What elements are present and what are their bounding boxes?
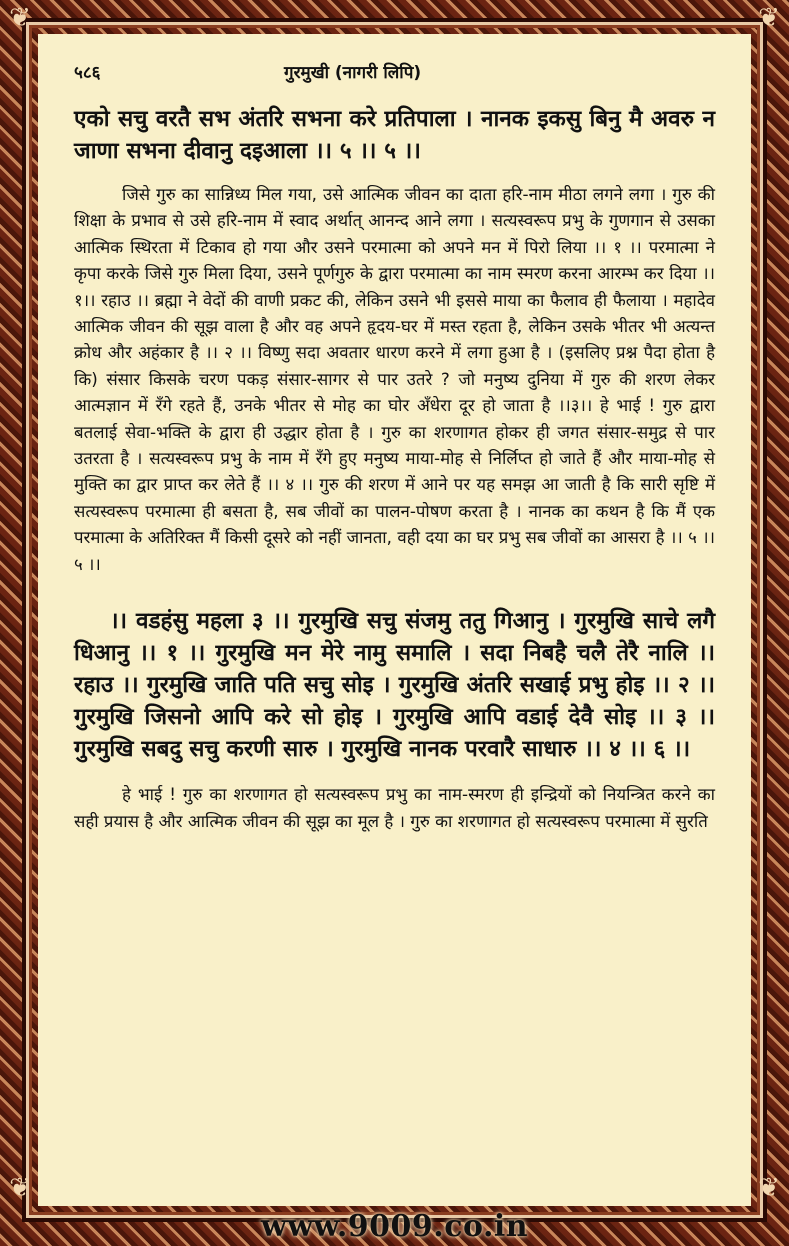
corner-ornament-icon: ❦ [9,1173,31,1203]
corner-ornament-icon: ❦ [758,3,780,33]
book-page [38,34,751,1206]
running-title: गुरमुखी (नागरी लिपि) [284,63,422,83]
corner-ornament-icon: ❦ [9,3,31,33]
website-url: www.9009.co.in [260,1208,529,1244]
page-number: ५८६ [74,63,101,83]
verse-gurmukhi-2: ।। वडहंसु महला ३ ।। गुरमुखि सचु संजमु ततु गिआनु । गुरमुखि साचे लगै धिआनु ।। १ ।। गुरमुखि मन मेरे नामु समालि । सदा निबहै चलै तेरै नालि ।। रहाउ ।। गुरमुखि जाति पति सचु सोइ । गुरमुखि अंतरि सखाई प्रभु होइ ।। २ ।। गुरमुखि जिसनो आपि करे सो होइ । गुरमुखि आपि वडाई देवै सोइ ।। ३ ।। गुरमुखि सबदु सचु करणी सारु । गुरमुखि नानक परवारै साधारु ।। ४ ।। ६ ।। [74,608,715,763]
corner-ornament-icon: ❦ [758,1173,780,1203]
translation-paragraph-2: हे भाई ! गुरु का शरणागत हो सत्यस्वरूप प्रभु का नाम-स्मरण ही इन्द्रियों को नियन्त्रित करने का सही प्रयास है और आत्मिक जीवन की सूझ का मूल है । गुरु का शरणागत हो सत्यस्वरूप परमात्मा में सुरति [74,784,715,831]
translation-paragraph-1: जिसे गुरु का सान्निध्य मिल गया, उसे आत्मिक जीवन का दाता हरि-नाम मीठा लगने लगा । गुरु की शिक्षा के प्रभाव से उसे हरि-नाम में स्वाद अर्थात् आनन्द आने लगा । सत्यस्वरूप प्रभु के गुणगान से उसका आत्मिक स्थिरता में टिकाव हो गया और उसने परमात्मा को अपने मन में पिरो लिया ।। १ ।। परमात्मा ने कृपा करके जिसे गुरु मिला दिया, उसने पूर्णगुरु के द्वारा परमात्मा का नाम स्मरण करना आरम्भ कर दिया ।।१।। रहाउ ।। ब्रह्मा ने वेदों की वाणी प्रकट की, लेकिन उसने भी इससे माया का फैलाव ही फैलाया । महादेव आत्मिक जीवन की सूझ वाला है और वह अपने हृदय-घर में मस्त रहता है, लेकिन उसके भीतर भी अत्यन्त क्रोध और अहंकार है ।। २ ।। विष्णु सदा अवतार धारण करने में लगा हुआ है । (इसलिए प्रश्न पैदा होता है कि) संसार किसके चरण पकड़ संसार-सागर से पार उतरे ? जो मनुष्य दुनिया में गुरु की शरण लेकर आत्मज्ञान में रँगे रहते हैं, उनके भीतर से मोह का घोर अँधेरा दूर हो जाता है ।।३।। हे भाई ! गुरु द्वारा बतलाई सेवा-भक्ति के द्वारा ही उद्धार होता है । गुरु का शरणागत होकर ही जगत संसार-समुद्र से पार उतरता है । सत्यस्वरूप प्रभु के नाम में रँगे हुए मनुष्य माया-मोह से निर्लिप्त हो जाते हैं और माया-मोह से मुक्ति का द्वार प्राप्त कर लेते हैं ।। ४ ।। गुरु की शरण में आने पर यह समझ आ जाती है कि सारी सृष्टि में सत्यस्वरूप परमात्मा ही बसता है, सब जीवों का पालन-पोषण करता है । नानक का कथन है कि मैं एक परमात्मा के अतिरिक्त मैं किसी दूसरे को नहीं जानता, वही दया का घर प्रभु सब जीवों का आसरा है ।। ५ ।। ५ ।। [74,184,715,574]
verse-gurmukhi-1: एको सचु वरतै सभ अंतरि सभना करे प्रतिपाला । नानक इकसु बिनु मै अवरु न जाणा सभना दीवानु दइआला ।। ५ ।। ५ ।। [74,106,715,164]
page-header [74,60,715,83]
